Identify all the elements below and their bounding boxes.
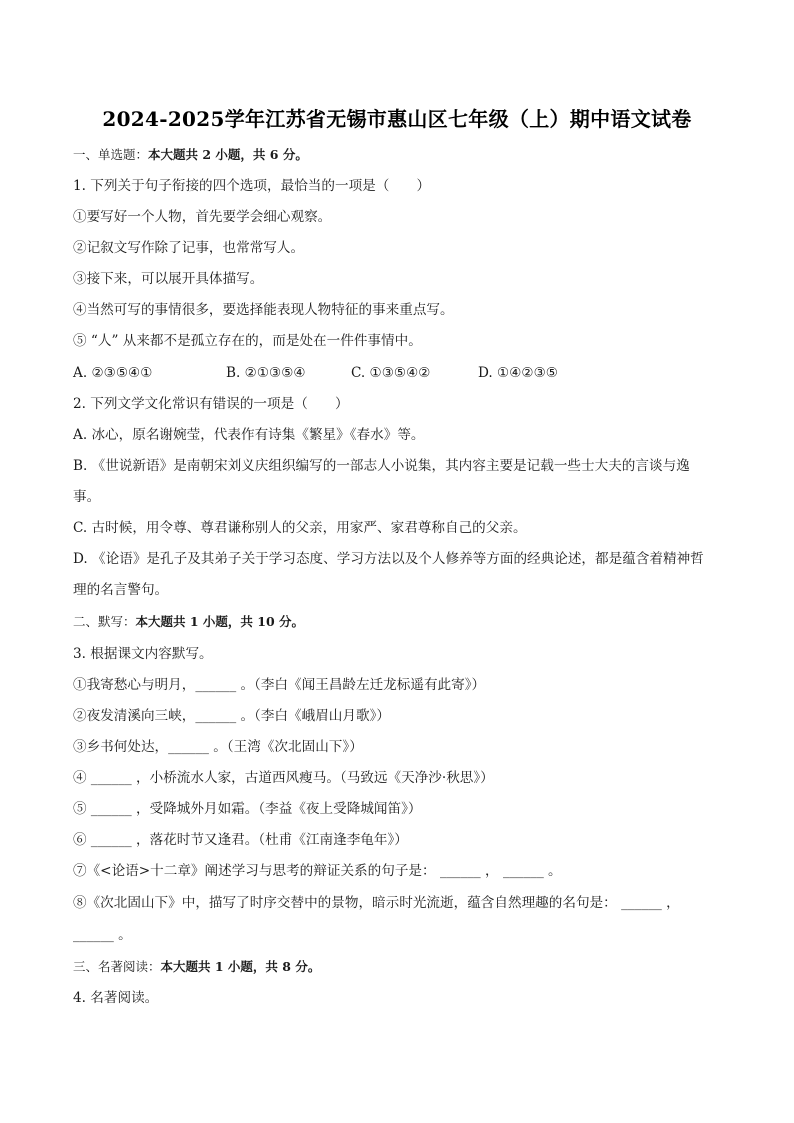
q3-item-3: ③乡书何处达，______ 。（王湾《次北固山下》） (73, 739, 363, 755)
q1-option-d: D. ①④②③⑤ (478, 365, 558, 381)
q3-item-7: ⑦《<论语>十二章》阐述学习与思考的辩证关系的句子是： ______ ， ______ 。 (73, 863, 562, 879)
section-2-heading (73, 612, 723, 632)
q2-option-c: C. 古时候，用令尊、尊君谦称别人的父亲，用家严、家君尊称自己的父亲。 (73, 520, 527, 536)
q1-sentence-4: ④当然可写的事情很多，要选择能表现人物特征的事来重点写。 (73, 302, 454, 318)
q1-sentence-3: ③接下来，可以展开具体描写。 (73, 271, 264, 287)
section-3-label: 三、名著阅读： (73, 959, 161, 974)
q4-stem: 4. 名著阅读。 (73, 990, 159, 1006)
section-2-desc: 本大题共 1 小题，共 10 分。 (135, 614, 305, 629)
q1-option-a: A. ②③⑤④① (73, 365, 153, 381)
section-1-label: 一、单选题： (73, 147, 149, 162)
q2-option-a: A. 冰心，原名谢婉莹，代表作有诗集《繁星》《春水》等。 (73, 427, 425, 443)
q1-sentence-2: ②记叙文写作除了记事，也常常写人。 (73, 240, 305, 256)
q3-stem: 3. 根据课文内容默写。 (73, 646, 213, 662)
q1-sentence-1: ①要写好一个人物，首先要学会细心观察。 (73, 209, 332, 225)
q3-item-8-line2: ______ 。 (73, 927, 132, 943)
q3-item-4: ④ ______ ，小桥流水人家，古道西风瘦马。（马致远《天净沙·秋思》） (73, 770, 494, 786)
q2-option-d-line1: D. 《论语》是孔子及其弟子关于学习态度、学习方法以及个人修养等方面的经典论述，都是蕴含着精神哲 (73, 551, 704, 567)
section-3-heading (73, 957, 723, 977)
q1-sentence-5: ⑤ “人” 从来都不是孤立存在的，而是处在一件件事情中。 (73, 333, 422, 349)
q3-item-5: ⑤ ______ ，受降城外月如霜。（李益《夜上受降城闻笛》） (73, 801, 422, 817)
q3-item-2: ②夜发清溪向三峡，______ 。（李白《峨眉山月歌》） (73, 708, 390, 724)
q2-option-d-line2: 理的名言警句。 (73, 582, 169, 598)
q2-stem: 2. 下列文学文化常识有错误的一项是（ ） (73, 396, 349, 412)
q2-option-b-line1: B. 《世说新语》是南朝宋刘义庆组织编写的一部志人小说集，其内容主要是记载一些士大夫的言谈与逸 (73, 458, 690, 474)
q2-option-b-line2: 事。 (73, 489, 101, 505)
q3-item-1: ①我寄愁心与明月，______ 。（李白《闻王昌龄左迁龙标遥有此寄》） (73, 677, 486, 693)
q1-stem: 1. 下列关于句子衔接的四个选项，最恰当的一项是（ ） (73, 178, 431, 194)
section-2-label: 二、默写： (73, 614, 136, 629)
q1-option-b: B. ②①③⑤④ (226, 365, 306, 381)
section-1-desc: 本大题共 2 小题，共 6 分。 (148, 147, 308, 162)
q3-item-8-line1: ⑧《次北固山下》中，描写了时序交替中的景物，暗示时光流逝，蕴含自然理趣的名句是： ______ ， (73, 895, 680, 911)
section-3-desc: 本大题共 1 小题，共 8 分。 (160, 959, 321, 974)
q3-item-6: ⑥ ______ ，落花时节又逢君。（杜甫《江南逢李龟年》） (73, 832, 408, 848)
exam-title: 2024-2025学年江苏省无锡市惠山区七年级（上）期中语文试卷 (102, 107, 692, 131)
section-1-heading (73, 145, 723, 165)
q1-option-c: C. ①③⑤④② (351, 365, 431, 381)
